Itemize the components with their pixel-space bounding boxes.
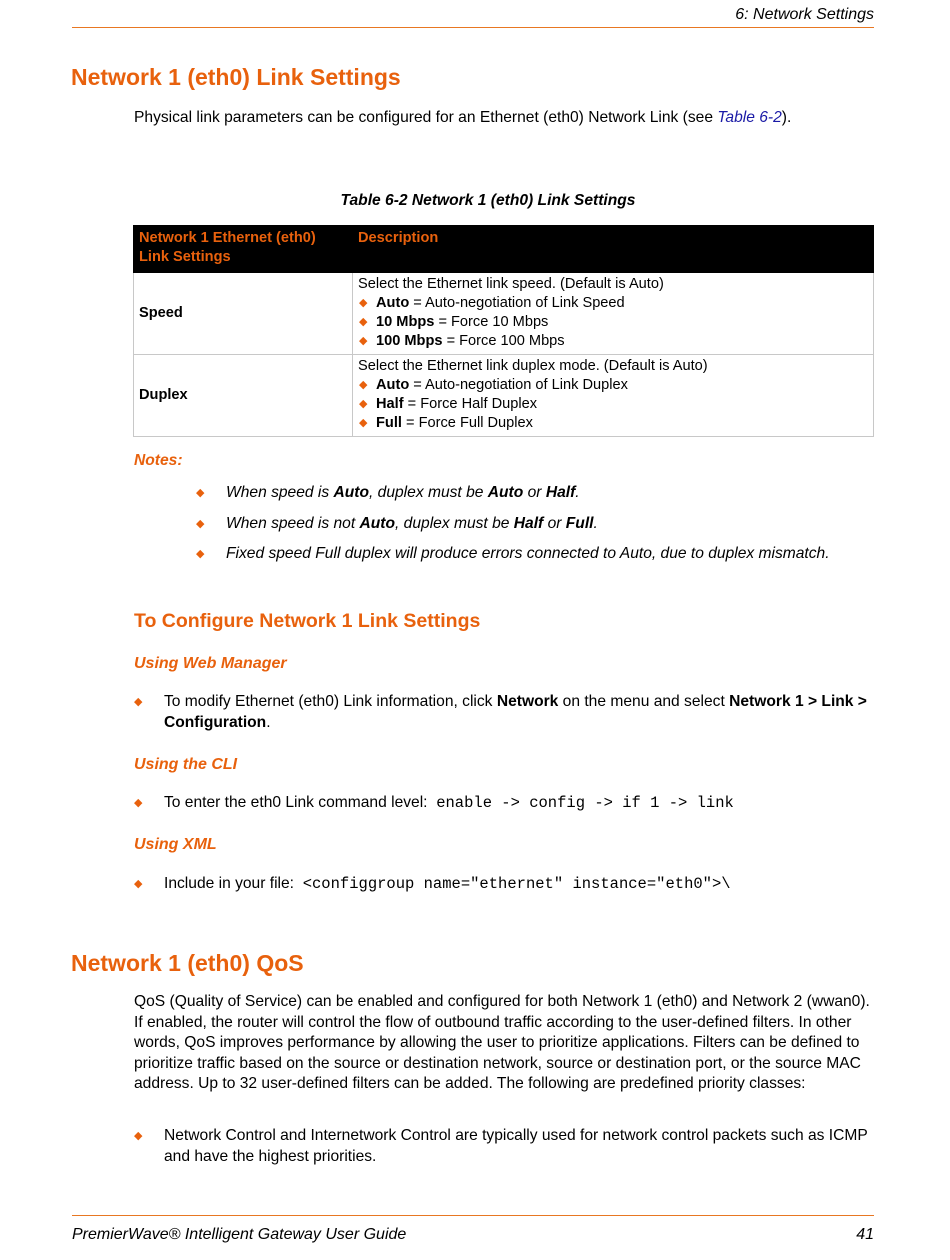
cli-heading: Using the CLI <box>134 756 238 773</box>
text: To enter the eth0 Link command level: <box>164 794 428 811</box>
menu-network: Network <box>496 693 559 710</box>
option-name: Auto <box>376 295 410 311</box>
note-bold: Auto <box>333 484 369 501</box>
chapter-title: 6: Network Settings <box>735 6 874 23</box>
guide-title: PremierWave® Intelligent Gateway User Guide <box>72 1226 407 1243</box>
qos-bullet <box>134 1126 874 1167</box>
option-name: Auto <box>376 377 410 393</box>
desc-text: Select the Ethernet link duplex mode. (Default is Auto) <box>358 358 708 374</box>
desc-speed <box>353 273 874 355</box>
intro-text: Physical link parameters can be configured for an Ethernet (eth0) Network Link (see <box>134 109 718 126</box>
text: . <box>266 713 271 731</box>
option-name: Full <box>376 415 402 431</box>
table-header-description: Description <box>353 226 874 273</box>
qos-bullet-text: Network Control and Internetwork Control are typically used for network control packets such as ICMP and have the highest priorities. <box>164 1127 868 1165</box>
option-text: = Auto-negotiation of Link Speed <box>409 295 625 311</box>
note-text: When speed is not <box>226 514 360 532</box>
table-link[interactable]: Table 6-2 <box>717 109 782 126</box>
option-name: Half <box>376 396 404 412</box>
option-text: = Force 100 Mbps <box>442 333 565 349</box>
list-item <box>358 294 868 313</box>
link-settings-table <box>133 225 874 437</box>
note-text: . <box>593 514 598 532</box>
cli-bullet <box>134 793 874 814</box>
page-number: 41 <box>856 1226 874 1243</box>
xml-text <box>164 874 874 895</box>
xml-bullet <box>134 874 874 895</box>
option-text: = Auto-negotiation of Link Duplex <box>409 377 628 393</box>
page-footer <box>72 1215 874 1244</box>
cli-code: enable -> config -> if 1 -> link <box>436 794 734 812</box>
xml-heading: Using XML <box>134 836 217 853</box>
note-text: . <box>575 484 580 501</box>
diamond-bullet-icon: ◆ <box>134 797 143 809</box>
note-text: When speed is <box>226 484 334 501</box>
option-name: 10 Mbps <box>376 314 435 330</box>
note-text: , duplex must be <box>369 484 488 501</box>
note-bold: Auto <box>487 484 524 501</box>
text: To modify Ethernet (eth0) Link information, click <box>164 693 497 710</box>
list-item <box>358 313 868 332</box>
param-speed: Speed <box>134 273 353 355</box>
note-item <box>196 514 856 535</box>
diamond-bullet-icon: ◆ <box>134 1130 143 1142</box>
page-header <box>72 6 874 28</box>
table-row <box>134 355 874 437</box>
text: Include in your file: <box>164 875 295 892</box>
note-bold: Half <box>513 514 544 532</box>
intro-text-end: ). <box>781 109 792 126</box>
section-title-link-settings: Network 1 (eth0) Link Settings <box>71 64 401 90</box>
notes-list <box>196 483 856 575</box>
desc-text: Select the Ethernet link speed. (Default is Auto) <box>358 276 664 292</box>
cli-text <box>164 793 874 814</box>
xml-code: <configgroup name="ethernet" instance="eth0">\ <box>302 875 731 893</box>
intro-paragraph <box>134 108 874 129</box>
option-name: 100 Mbps <box>376 333 443 349</box>
option-text: = Force Half Duplex <box>403 396 538 412</box>
option-list <box>358 294 868 351</box>
note-text: Fixed speed Full duplex will produce errors connected to Auto, due to duplex mismatch. <box>226 545 830 562</box>
notes-label: Notes: <box>134 452 183 469</box>
note-bold: Half <box>545 484 576 501</box>
web-manager-bullet <box>134 692 874 733</box>
note-bold: Full <box>565 514 594 532</box>
list-item <box>358 414 868 433</box>
qos-paragraph: QoS (Quality of Service) can be enabled and configured for both Network 1 (eth0) and Network 2 (wwan0). If enabled, the router will control the flow of outbound traffic according to the user-defined filters. In other words, QoS improves performance by allowing the user to prioritize applications. Filters can be defined to prioritize traffic based on the source or destination network, source or destination port, or the source MAC address. Up to 32 user-defined filters can be added. The following are predefined priority classes: <box>134 993 870 1092</box>
list-item <box>358 376 868 395</box>
option-text: = Force 10 Mbps <box>434 314 549 330</box>
diamond-bullet-icon: ◆ <box>134 878 143 890</box>
note-item <box>196 544 856 565</box>
list-item <box>358 332 868 351</box>
web-manager-text <box>164 692 874 733</box>
list-item <box>358 395 868 414</box>
desc-duplex <box>353 355 874 437</box>
note-text: , duplex must be <box>395 514 514 532</box>
text: on the menu and select <box>558 693 730 710</box>
diamond-bullet-icon: ◆ <box>134 696 143 708</box>
table-caption: Table 6-2 Network 1 (eth0) Link Settings <box>340 192 636 209</box>
param-duplex: Duplex <box>134 355 353 437</box>
section-title-qos: Network 1 (eth0) QoS <box>71 950 304 976</box>
configure-title: To Configure Network 1 Link Settings <box>134 610 481 632</box>
note-text: or <box>523 484 546 501</box>
web-manager-heading: Using Web Manager <box>134 655 287 672</box>
option-list <box>358 376 868 433</box>
menu-path: Network 1 > Link > Configuration <box>164 693 867 731</box>
note-bold: Auto <box>359 514 396 532</box>
table-header-setting: Network 1 Ethernet (eth0) Link Settings <box>134 226 353 273</box>
note-item <box>196 483 856 504</box>
note-text: or <box>543 514 566 532</box>
option-text: = Force Full Duplex <box>401 415 533 431</box>
table-header-row <box>134 226 874 273</box>
table-row <box>134 273 874 355</box>
